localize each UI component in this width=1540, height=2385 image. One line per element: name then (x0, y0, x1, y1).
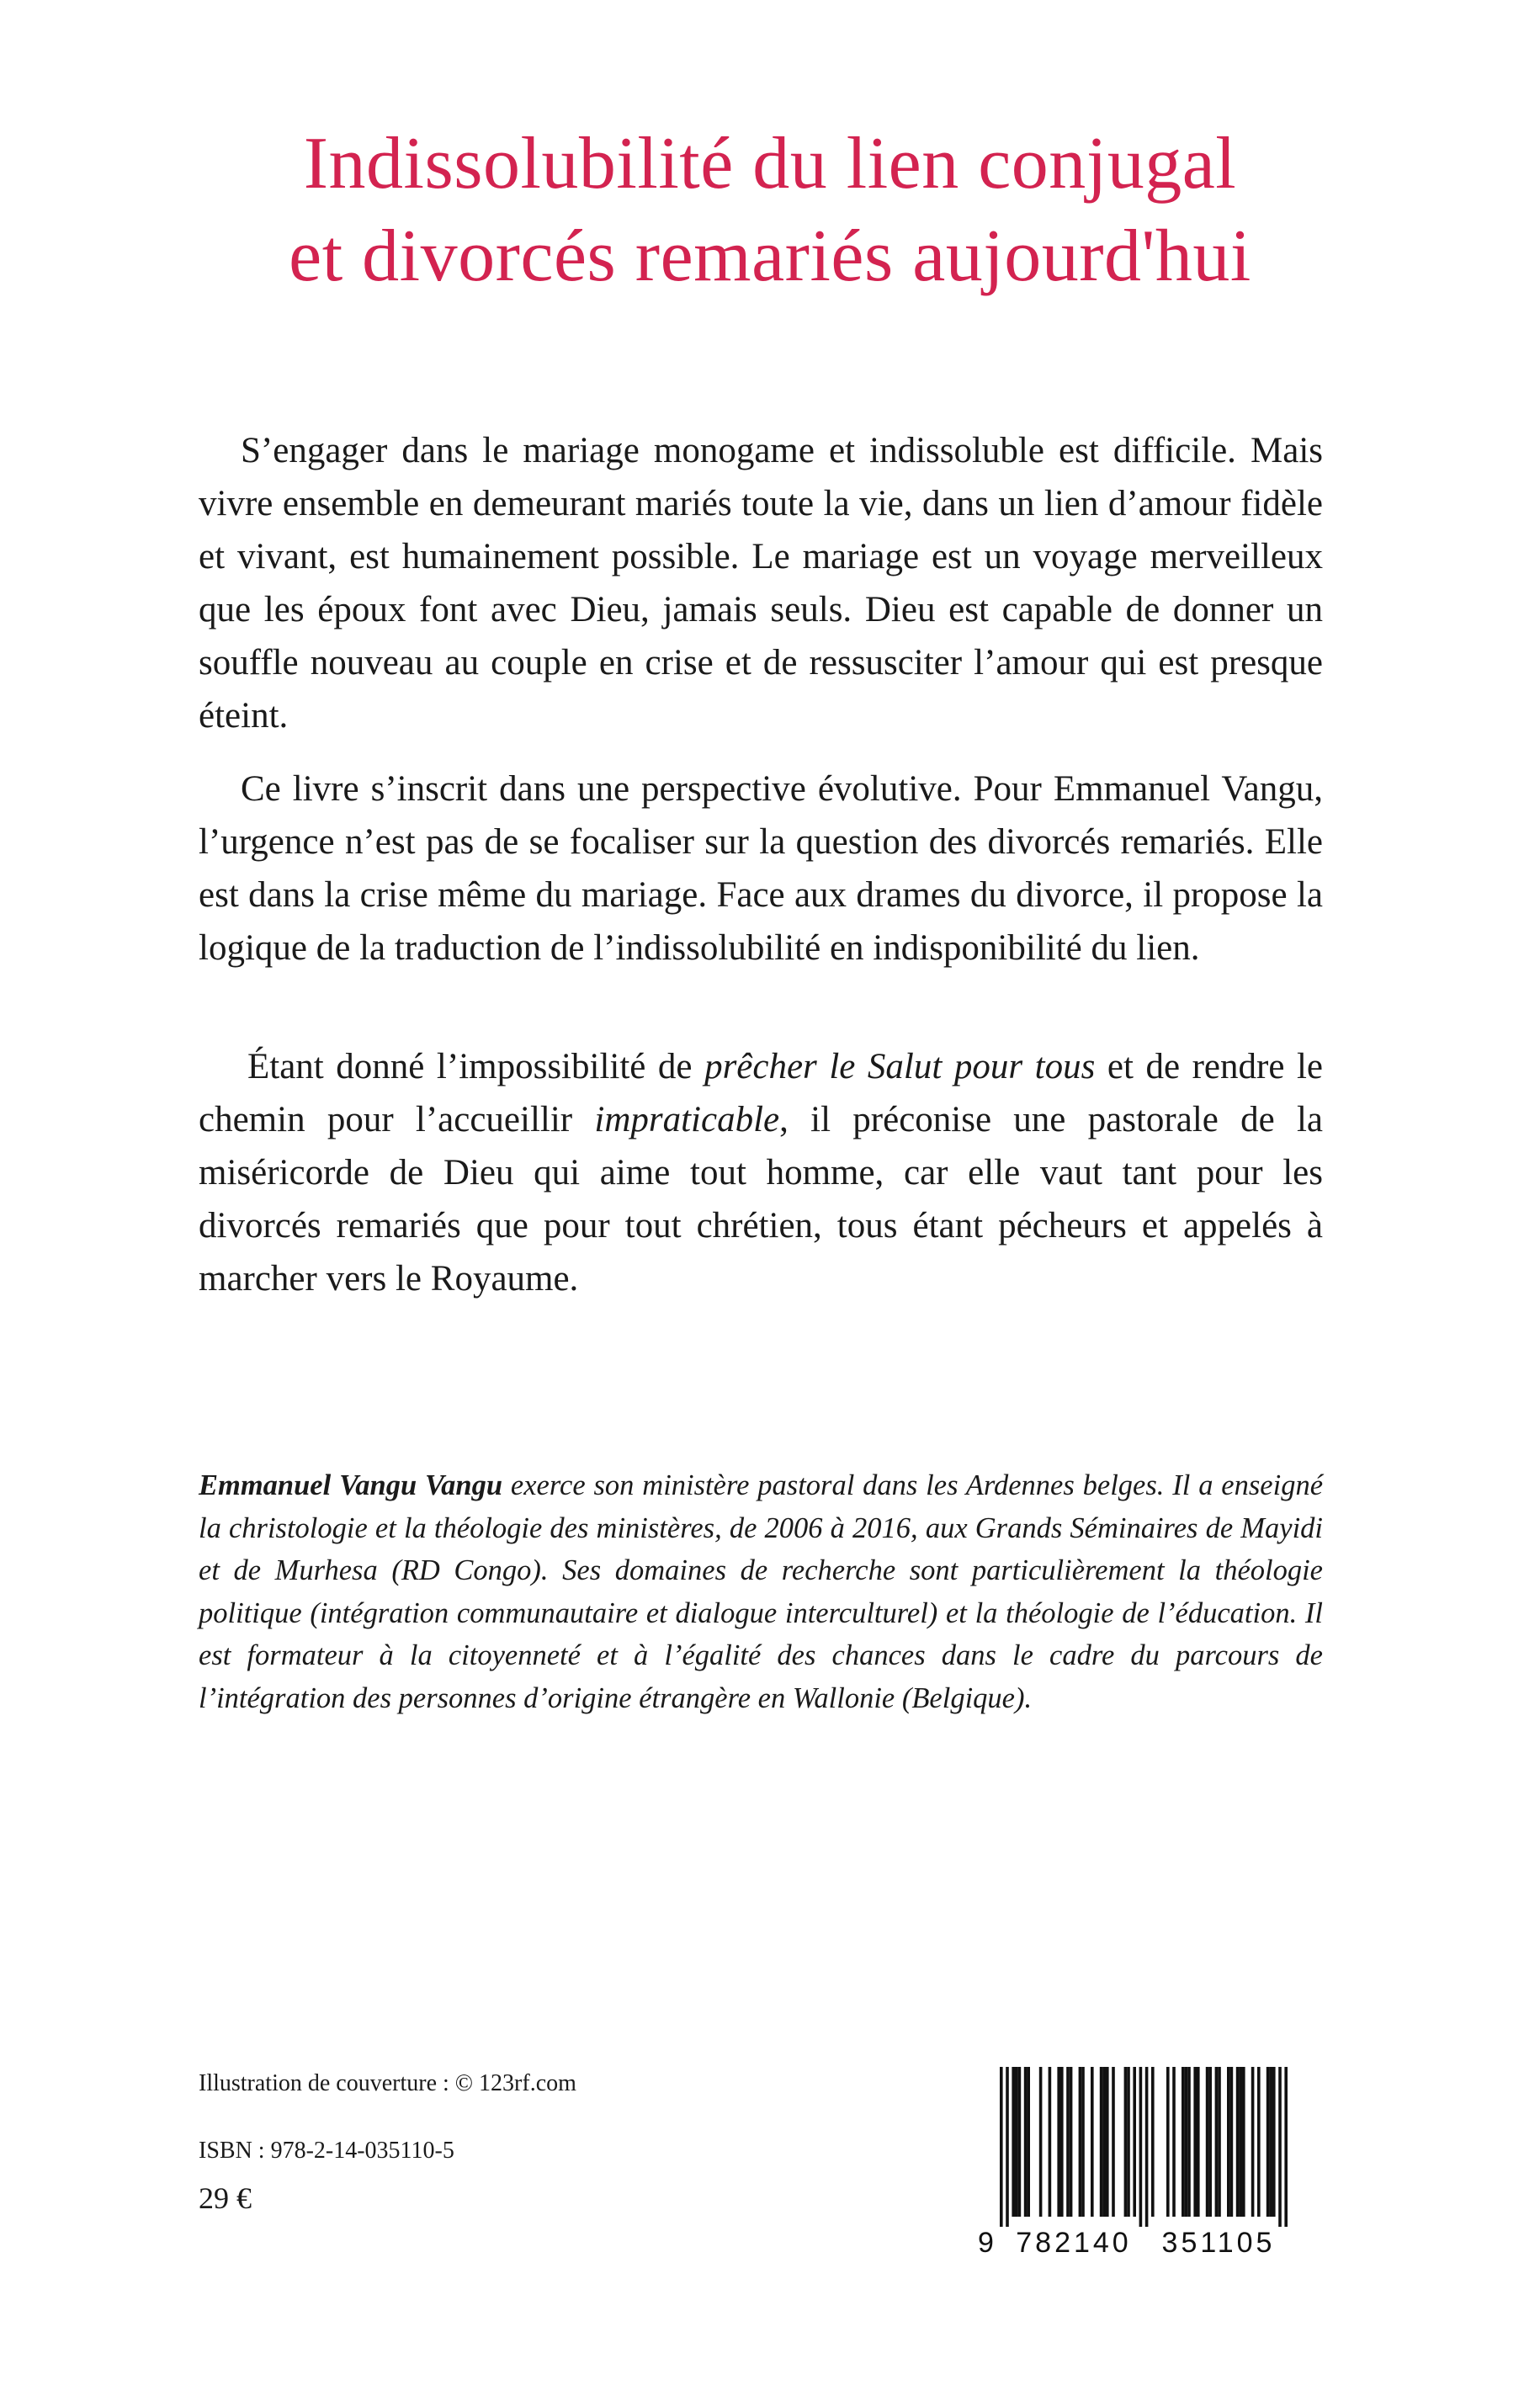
barcode-bar (1112, 2067, 1115, 2217)
barcode-bar (1006, 2067, 1009, 2227)
barcode-bar (1145, 2067, 1149, 2227)
barcode-bar (1133, 2067, 1136, 2217)
barcode (974, 2062, 1311, 2257)
barcode-bar (1185, 2067, 1188, 2217)
barcode-graphic (974, 2062, 1311, 2257)
barcode-bar (1208, 2067, 1212, 2217)
barcode-first-digit: 9 (978, 2227, 994, 2257)
barcode-bar (1027, 2067, 1030, 2217)
author-bio-text: exerce son ministère pastoral dans les Ardennes belges. Il a enseigné la christologie et la théologie des ministères, de 2006 à 2016, aux Grands Séminaires de Mayidi et de Murhesa (RD Congo). Ses domaines de recherche sont particulièrement la théologie politique (intégration communautaire et dialogue interculturel) et la théologie de l’éducation. Il est formateur à la citoyenneté et à l’égalité des chances dans le cadre du parcours de l’intégration des personnes d’origine étrangère en Wallonie (Belgique). (199, 1469, 1324, 1714)
illustration-credit: Illustration de couverture : © 123rf.com (199, 2070, 576, 2096)
barcode-bar (1124, 2067, 1128, 2217)
barcode-bar (1166, 2067, 1170, 2217)
barcode-bar (1187, 2067, 1191, 2217)
barcode-bar (1024, 2067, 1028, 2217)
barcode-bar (1081, 2067, 1085, 2217)
barcode-bar (1206, 2067, 1209, 2217)
barcode-bar (1227, 2067, 1230, 2217)
barcode-bar (1018, 2067, 1022, 2217)
price-label: 29 € (199, 2181, 252, 2215)
barcode-bar (1012, 2067, 1015, 2217)
emphasis-text: prêcher le Salut pour tous (704, 1047, 1096, 1086)
barcode-bar (1102, 2067, 1106, 2217)
barcode-bar (1267, 2067, 1270, 2217)
barcode-bar (1236, 2067, 1240, 2217)
barcode-bar (1049, 2067, 1052, 2217)
barcode-bar (1015, 2067, 1018, 2217)
barcode-bar (1070, 2067, 1073, 2217)
title-line-1: Indissolubilité du lien conjugal (303, 123, 1237, 205)
description-paragraph-2 (199, 762, 1323, 975)
author-bio (199, 1464, 1323, 1719)
book-title (0, 118, 1540, 303)
paragraph-text-part: Étant donné l’impossibilité de (247, 1047, 705, 1086)
isbn-number: ISBN : 978-2-14-035110-5 (199, 2138, 454, 2164)
description-paragraph-1 (199, 424, 1323, 742)
barcode-bar (1066, 2067, 1070, 2217)
description-paragraph-3 (199, 1040, 1323, 1305)
emphasis-text: impraticable (594, 1100, 780, 1139)
barcode-bar (1278, 2067, 1282, 2227)
barcode-bar (1057, 2067, 1060, 2217)
barcode-bar (1139, 2067, 1143, 2227)
barcode-bar (1251, 2067, 1255, 2217)
barcode-bar (1172, 2067, 1176, 2217)
barcode-bar (1230, 2067, 1234, 2217)
barcode-bar (1091, 2067, 1094, 2217)
barcode-right-digits: 351105 (1161, 2227, 1276, 2257)
barcode-bar (1197, 2067, 1200, 2217)
barcode-bar (1218, 2067, 1221, 2217)
paragraph-text-part: et de rendre le chemin pour l’accueillir (199, 1047, 1323, 1139)
author-name: Emmanuel Vangu Vangu (199, 1469, 503, 1501)
barcode-left-digits: 782140 (1016, 2227, 1132, 2257)
barcode-bar (1269, 2067, 1272, 2217)
barcode-bar (1106, 2067, 1109, 2217)
paragraph-text: Ce livre s’inscrit dans une perspective évolutive. Pour Emmanuel Vangu, l’urgence n’est pas de se focaliser sur la question des divorcés remariés. Elle est dans la crise même du mariage. Face aux drames du divorce, il propose la logique de la traduction de l’indissolubilité en indisponibilité du lien. (199, 769, 1323, 968)
barcode-bar (1215, 2067, 1219, 2217)
barcode-bar (1079, 2067, 1082, 2217)
barcode-bar (1039, 2067, 1043, 2217)
paragraph-text: S’engager dans le mariage monogame et indissoluble est difficile. Mais vivre ensemble en demeurant mariés toute la vie, dans un lien d’amour fidèle et vivant, est humainement possible. Le mariage est un voyage merveilleux que les époux font avec Dieu, jamais seuls. Dieu est capable de donner un souffle nouveau au couple en crise et de ressusciter l’amour qui est presque éteint. (199, 431, 1323, 736)
barcode-bar (1127, 2067, 1130, 2217)
barcode-bar (1257, 2067, 1261, 2217)
paragraph-text (199, 1040, 1323, 1305)
paragraph-text-part: , il préconise une pastorale de la miséricorde de Dieu qui aime tout homme, car elle vaut tant pour les divorcés remariés que pour tout chrétien, tous étant pécheurs et appelés à marcher vers le Royaume. (199, 1100, 1323, 1299)
barcode-bar (1284, 2067, 1288, 2227)
barcode-bar (1272, 2067, 1276, 2217)
barcode-bar (1239, 2067, 1242, 2217)
title-line-2: et divorcés remariés aujourd'hui (289, 215, 1251, 297)
barcode-bar (1193, 2067, 1197, 2217)
barcode-bar (1000, 2067, 1003, 2227)
barcode-bar (1151, 2067, 1155, 2217)
barcode-bar (1100, 2067, 1103, 2217)
barcode-bar (1182, 2067, 1185, 2217)
barcode-bar (1060, 2067, 1064, 2217)
barcode-bar (1242, 2067, 1245, 2217)
